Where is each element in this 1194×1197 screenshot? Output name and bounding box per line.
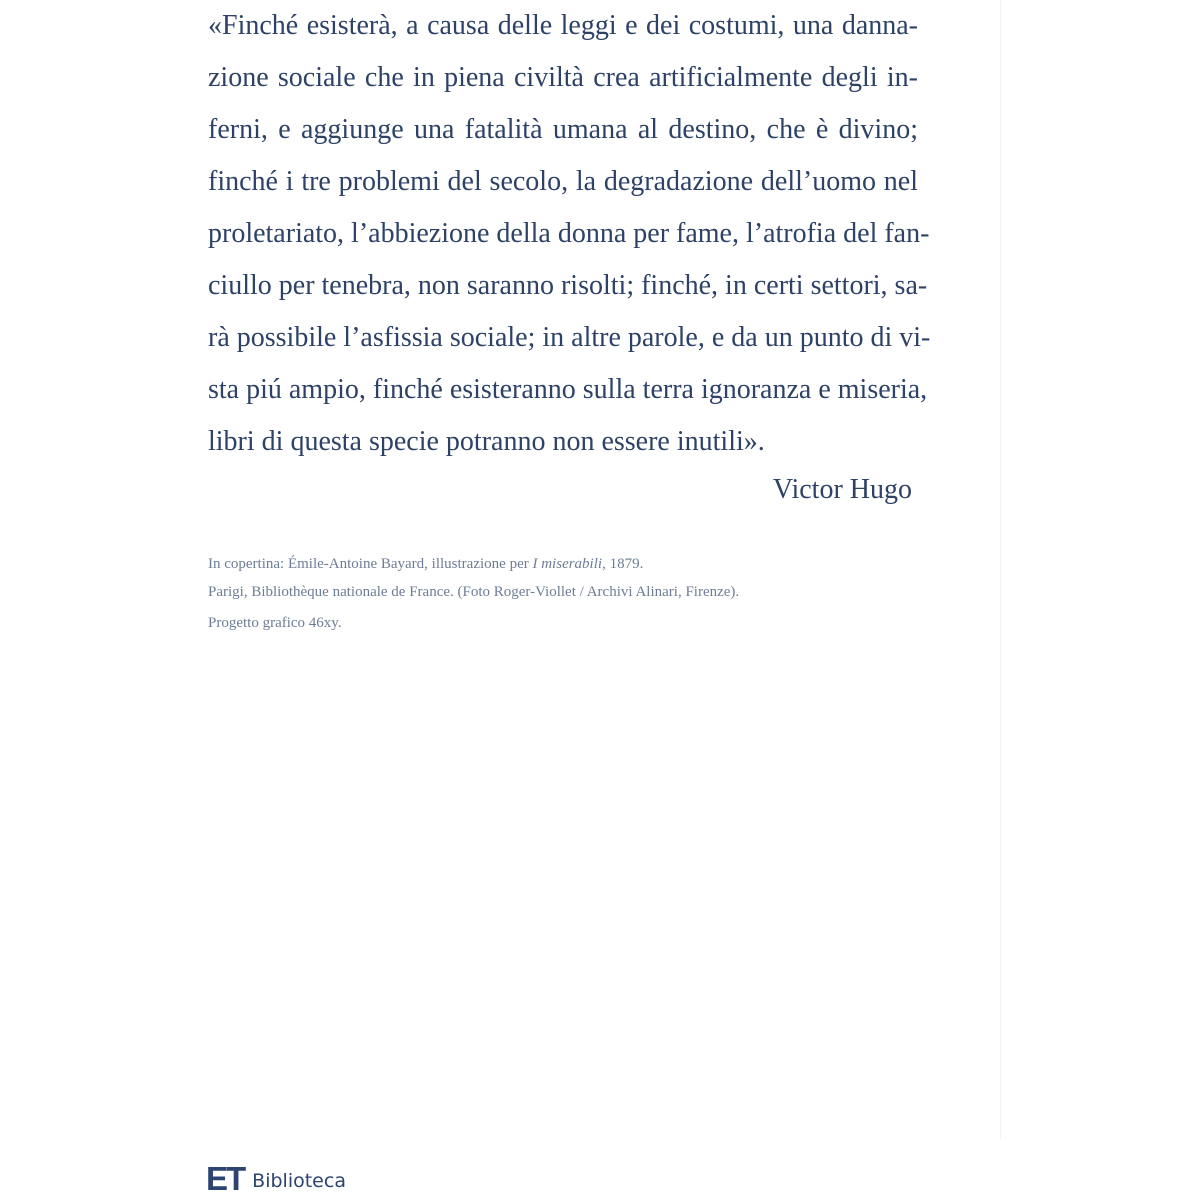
- quote-author: Victor Hugo: [772, 474, 912, 505]
- credits-prefix: In copertina: Émile-Antoine Bayard, illustrazione per: [208, 556, 533, 572]
- quote-line: proletariato, l’abbiezione della donna per fame, l’atrofia del fan-: [208, 218, 930, 249]
- quote-line: zione sociale che in piena civiltà crea artificialmente degli in-: [208, 62, 918, 93]
- quote-line: finché i tre problemi del secolo, la degradazione dell’uomo nel: [208, 166, 918, 197]
- page-edge-line: [1000, 0, 1001, 1140]
- cover-credits: [208, 550, 928, 637]
- quote-line: rà possibile l’asfissia sociale; in altre parole, e da un punto di vi-: [208, 322, 931, 353]
- quote-line: sta piú ampio, finché esisteranno sulla terra ignoranza e miseria,: [208, 374, 928, 405]
- credits-line-source: Parigi, Bibliothèque nationale de France. (Foto Roger-Viollet / Archivi Alinari, Firenze).: [208, 584, 740, 600]
- hugo-quote: [208, 0, 931, 468]
- et-logo-mark: ET: [206, 1160, 245, 1197]
- publisher-logo: [206, 1160, 346, 1197]
- credits-line-illustration: [208, 550, 928, 578]
- credits-suffix: , 1879.: [602, 556, 644, 572]
- quote-line: ciullo per tenebra, non saranno risolti; finché, in certi settori, sa-: [208, 270, 928, 301]
- quote-line: ferni, e aggiunge una fatalità umana al destino, che è divino;: [208, 114, 918, 145]
- quote-line: libri di questa specie potranno non essere inutili».: [208, 426, 765, 457]
- credits-book-title: I miserabili: [532, 556, 603, 572]
- series-name: Biblioteca: [252, 1170, 346, 1192]
- credits-line-design: Progetto grafico 46xy.: [208, 615, 342, 631]
- quote-line: «Finché esisterà, a causa delle leggi e dei costumi, una danna-: [208, 10, 918, 41]
